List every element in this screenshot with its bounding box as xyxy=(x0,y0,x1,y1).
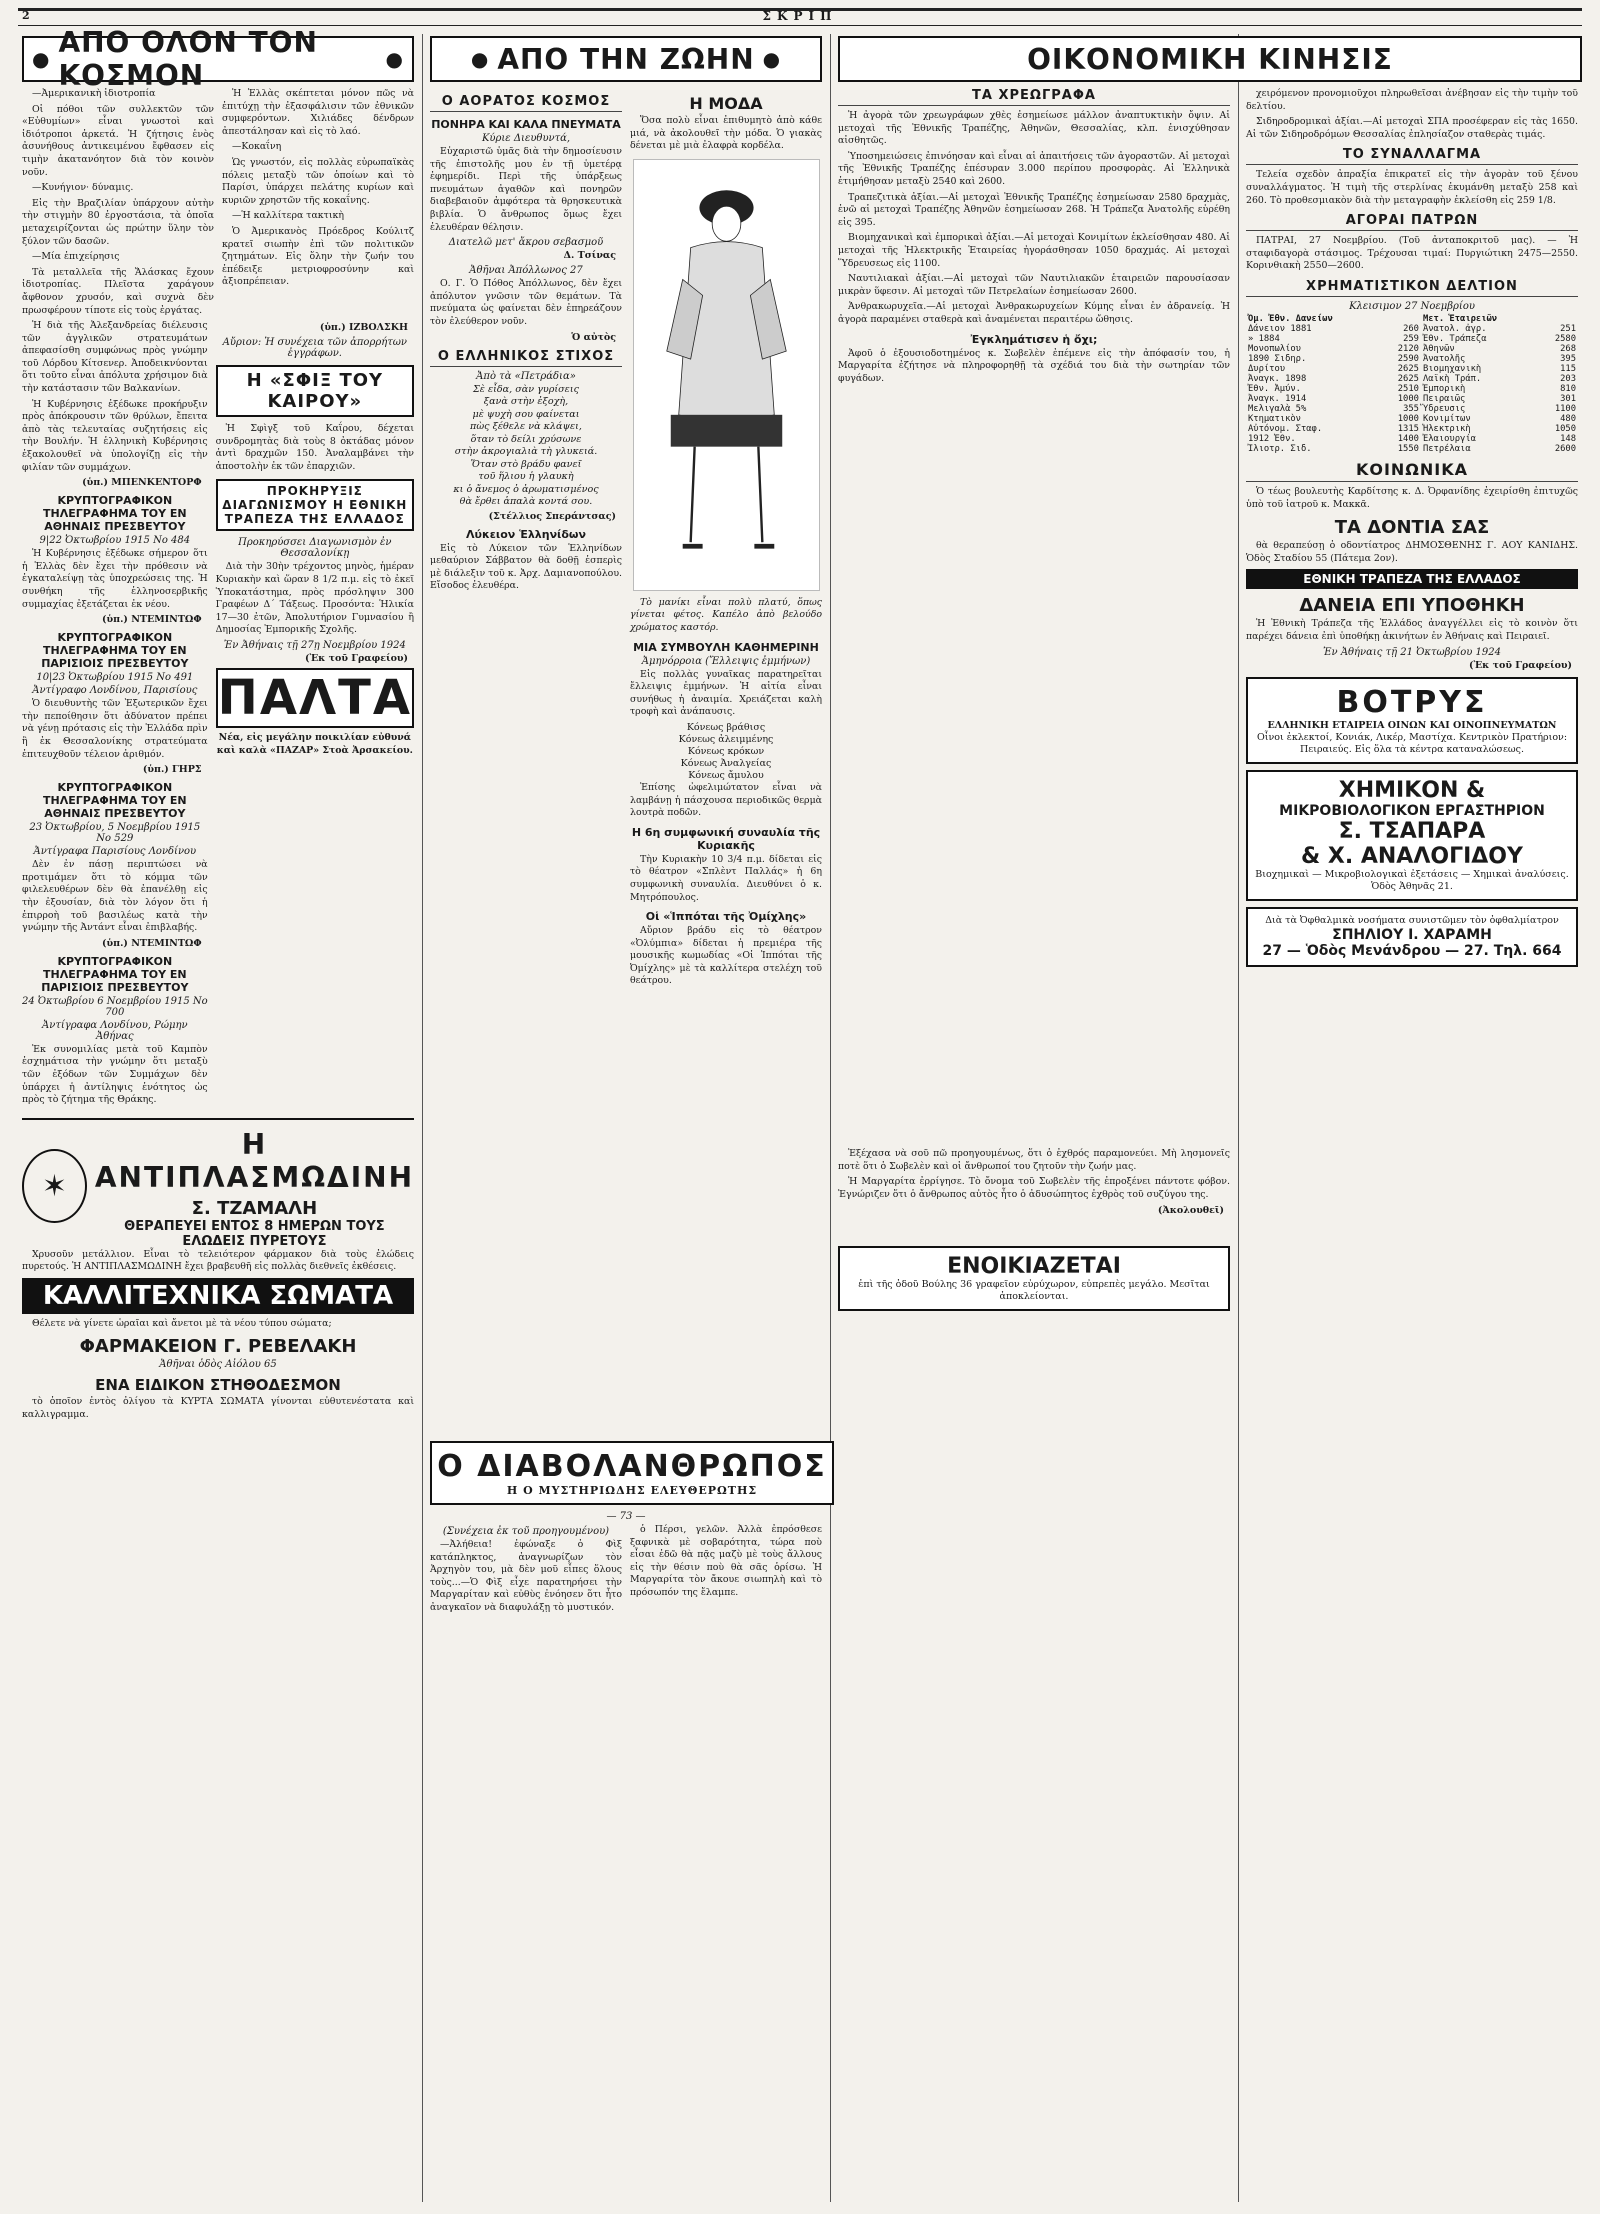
serial-page: — 73 — xyxy=(606,1511,646,1522)
poem-line: πὼς ξέθελε νὰ κλάψει, xyxy=(470,421,582,433)
eklogh-text: Ἀφοῦ ὁ ἐξουσιοδοτημένος κ. Σωβελὲν ἐπέμενε εἰς τὴν ἀπόφασίν του, ἡ Μαργαρίτα ἐζήτησε νὰ πληροφορηθῇ τὰ σχέδιά του διὰ τὴν σωτηρίαν τῶν φυγάδων. xyxy=(838,347,1230,384)
daneia-title: ΔΑΝΕΙΑ ΕΠΙ ΥΠΟΘΗΚΗ xyxy=(1299,595,1525,617)
opera-text: Αὔριον βράδυ εἰς τὸ θέατρον «Ὀλύμπια» δίδεται ἡ πρεμιέρα τῆς μουσικῆς κωμωδίας «Οἱ Ἱππόται τῆς Ὀμίχλης» μὲ τὰ καλλίτερα στελέχη τοῦ θεάτρου. xyxy=(630,925,822,987)
concert-head: Η 6η συμφωνική συναυλία τῆς Κυριακῆς xyxy=(631,825,821,852)
serial-cont: (Συνέχεια ἐκ τοῦ προηγουμένου) xyxy=(442,1526,610,1537)
aoratos-head: Ο ΑΟΡΑΤΟΣ ΚΟΣΜΟΣ xyxy=(430,94,622,112)
serial-header xyxy=(430,1441,834,1505)
xhmikon-l1: ΧΗΜΙΚΟΝ & xyxy=(1338,777,1486,803)
telegram-sub: Ἀντίγραφο Λονδίνου, Παρισίους xyxy=(32,685,198,697)
moda-sub: ΜΙΑ ΣΥΜΒΟΥΛΗ ΚΑΘΗΜΕΡΙΝΗ xyxy=(633,640,819,654)
page-number: 2 xyxy=(22,9,30,22)
table-row xyxy=(1246,424,1578,434)
table-cell: 1912 Ἐθν. xyxy=(1248,433,1296,444)
koinonika-head: ΚΟΙΝΩΝΙΚΑ xyxy=(1246,460,1578,482)
table-cell: Δάνειον 1881 xyxy=(1248,323,1312,334)
poem-sig: (Στέλλιος Σπεράντσας) xyxy=(488,510,616,522)
poem xyxy=(430,384,622,509)
table-cell: Κτηματικὸν xyxy=(1248,413,1301,424)
sfiks-ad-text: Ἡ Σφὶγξ τοῦ Καΐρου, δέχεται συνδρομητὰς διὰ τοὺς 8 ὀκτάδας μόνον ἀντὶ δραχμῶν 150. Ἀναλαμβάνει τὴν ἀποστολὴν ἐκ τῶν ἐπαρχιῶν. xyxy=(215,423,414,472)
table-cell: Κονιμίτων xyxy=(1422,413,1471,424)
ophth-ad xyxy=(1246,907,1578,967)
table-head-left: Ὀμ. Ἐθν. Δανείων xyxy=(1248,313,1333,324)
poem-line: Ὅταν στὸ βράδυ φανεῖ xyxy=(470,458,582,470)
table-cell: 1000 xyxy=(1397,413,1419,424)
table-cell: 1890 Σιδηρ. xyxy=(1248,353,1307,364)
poem-head: Ο ΕΛΛΗΝΙΚΟΣ ΣΤΙΧΟΣ xyxy=(430,349,622,367)
xreografa-text: Ἡ ἀγορὰ τῶν χρεωγράφων χθὲς ἐσημείωσε μάλλον ἀναπτυκτικὴν ὄψιν. Αἱ μετοχαὶ τῆς Ἐθνικῆς Τραπέζης, Ἀθηνῶν, Θεσσαλίας, κλπ. ἐνισχύθησαν αἰσθητῶς. xyxy=(838,110,1230,147)
rent-ad xyxy=(838,1246,1230,1311)
reply-sig: Ὁ αὐτὸς xyxy=(571,331,616,343)
synallagma-text: Τελεία σχεδὸν ἀπραξία ἐπικρατεῖ εἰς τὴν ἀγορὰν τοῦ ξένου συναλλάγματος. Ἡ τιμὴ τῆς στερλίνας ἐκυμάνθη μεταξὺ 258 καὶ 260. Τὸ προθεσμιακὸν διὰ τὴν μεταγραφὴν ἐκλείσθη εἰς 259 1/8. xyxy=(1246,169,1578,206)
table-cell: Ἐμπορικὴ xyxy=(1422,383,1466,394)
fashion-illustration xyxy=(633,159,820,591)
poem-line: ξανὰ στὴν ἐξοχὴ, xyxy=(483,396,569,408)
table-cell: 1550 xyxy=(1397,443,1419,454)
bullet-icon: ● xyxy=(385,47,404,71)
agora-head: ΑΓΟΡΑΙ ΠΑΤΡΩΝ xyxy=(1246,213,1578,231)
somata-ad-title: ΚΑΛΛΙΤΕΧΝΙΚΑ ΣΩΜΑΤΑ xyxy=(22,1278,414,1314)
table-row xyxy=(1246,404,1578,414)
table-cell: 1050 xyxy=(1554,423,1576,434)
daneia-from: (Ἐκ τοῦ Γραφείου) xyxy=(1468,659,1572,671)
table-cell: Βιομηχανικὴ xyxy=(1422,363,1482,374)
bank-contest-from: (Ἐκ τοῦ Γραφείου) xyxy=(304,653,408,665)
aoratos-text: Εὐχαριστῶ ὑμᾶς διὰ τὴν δημοσίευσιν τῆς ἐπιστολῆς μου ἐν τῇ ὑμετέρᾳ ἐφημερίδι. Περὶ τῆς ὑπάρξεως πνευμάτων ἀγαθῶν καὶ πονηρῶν διαβεβαιοῦν ἀμφότερα τὰ θρησκευτικὰ βιβλία. Ὁ ἄνθρωπος ὅμως ἔχει ἐλευθέραν θέλησιν. xyxy=(430,146,622,233)
finance-text: χειρόμενον προνομιοῦχοι πληρωθεῖσαι ἀνέβησαν εἰς τὴν τιμὴν τοῦ δελτίου. xyxy=(1246,88,1578,112)
table-cell: 260 xyxy=(1403,323,1419,334)
xreografa-text: Ναυτιλιακαὶ ἀξίαι.—Αἱ μετοχαὶ τῶν Ναυτιλιακῶν ἑταιρειῶν παρουσίασαν μικρὰν ὕφεσιν. Αἱ μετοχαὶ τῶν Πετρελαίων ἐσημείωσαν 2600. xyxy=(838,273,1230,297)
table-row xyxy=(1246,374,1578,384)
koinonika-text: Ὁ τέως βουλευτὴς Καρδίτσης κ. Δ. Ὀρφανίδης ἐχειρίσθη ἐπιτυχῶς ὑπὸ τοῦ ἰατροῦ κ. Μακκᾶ. xyxy=(1246,485,1578,510)
signature: (ὑπ.) ΝΤΕΜΙΝΤΩΦ xyxy=(102,937,202,949)
column-rule xyxy=(422,34,423,2202)
page-header-rule xyxy=(18,8,1582,26)
daneia-date: Ἐν Ἀθήναις τῇ 21 Ὀκτωβρίου 1924 xyxy=(1323,646,1501,658)
concert-text: Τὴν Κυριακὴν 10 3/4 π.μ. δίδεται εἰς τὸ θέατρον «Σπλὲντ Παλλάς» ἡ 6η συμφωνικὴ συναυλία. Διευθύνει ὁ κ. Μητρόπουλος. xyxy=(630,853,822,903)
botrys-text: Οἶνοι ἐκλεκτοί, Κονιάκ, Λικέρ, Μαστίχα. Κεντρικὸν Πρατήριον: Πειραιεύς. Εἰς ὅλα τὰ κέντρα καταναλώσεως. xyxy=(1256,731,1568,755)
article-text: Ἡ διὰ τῆς Ἀλεξανδρείας διέλευσις τῶν ἀγγλικῶν στρατευμάτων ἀπεφασίσθη συμφώνως πρὸς γνώμην τοῦ Λόρδου Κίτσενερ. Ἀποδεικνύονται ὅτι τοῦτο εἶναι ἀπόλυτα χρήσιμον διὰ τὴν κατάστασιν τῶν Βαλκανίων. xyxy=(22,320,208,395)
table-cell: Ἀνατολ. ἀγρ. xyxy=(1422,323,1487,334)
table-cell: 2625 xyxy=(1397,373,1419,384)
table-row xyxy=(1246,354,1578,364)
rent-title: ΕΝΟΙΚΙΑΖΕΤΑΙ xyxy=(947,1253,1121,1279)
table-cell: 1315 xyxy=(1397,423,1419,434)
table-cell: 480 xyxy=(1560,413,1576,424)
article-head: —Κυνήγιον· δύναμις. xyxy=(32,182,134,194)
table-row xyxy=(1246,384,1578,394)
ophth-addr: 27 — Ὁδὸς Μενάνδρου — 27. Τηλ. 664 xyxy=(1262,942,1562,959)
table-cell: 251 xyxy=(1560,323,1576,334)
table-cell: Μελιγαλὰ 5% xyxy=(1248,403,1307,414)
daneia-text: Ἡ Ἐθνικὴ Τράπεζα τῆς Ἑλλάδος ἀναγγέλλει εἰς τὸ κοινὸν ὅτι παρέχει δάνεια ἐπὶ ὑποθήκῃ ἀκινήτων ἐν Ἀθήναις καὶ Πειραιεῖ. xyxy=(1246,618,1578,642)
table-row xyxy=(1246,334,1578,344)
table-cell: Ἐθν. Τράπεζα xyxy=(1422,333,1487,344)
telegram-head: ΚΡΥΠΤΟΓΡΑΦΙΚΟΝ ΤΗΛΕΓΡΑΦΗΜΑ ΤΟΥ ΕΝ ΠΑΡΙΣΙΟΙΣ ΠΡΕΣΒΕΥΤΟΥ xyxy=(41,631,189,671)
article-text: Ὡς γνωστόν, εἰς πολλὰς εὐρωπαϊκὰς πόλεις μεταξὺ τῶν ὁποίων καὶ τὸ Παρίσι, ὑπάρχει πελάτης κυρίων καὶ κυριῶν χρηστῶν τῆς κοκαΐνης. xyxy=(222,156,414,206)
lyceum-head: Λύκειον Ἑλληνίδων xyxy=(466,527,586,541)
article-text: Δὲν ἐν πάσῃ περιπτώσει νὰ προτιμάμεν ὅτι τὸ κόμμα τῶν φιλελευθέρων δὲν θὰ ἐπανέλθῃ εἰς τὴν ἐξουσίαν, διὰ τὸν λόγον ὅτι ἡ ἐπιρροὴ τοῦ βασιλέως κατὰ τὴν γνώμην τῆς Ἀντάντ εἶναι ἐπιβλαβής. xyxy=(22,859,208,934)
article-text: Τὰ μεταλλεῖα τῆς Ἄλάσκας ἔχουν ἰδιοτροπίας. Πλεῖστα χαράγουν ἄφθονον χρυσόν, καὶ συχνὰ δὲν πρωσφέρουν τίποτε εἰς τοὺς ἐργάτας. xyxy=(22,266,214,316)
article-text: Ὁ Ἀμερικανὸς Πρόεδρος Κούλιτζ κρατεῖ σιωπὴν ἐπὶ τῶν πολιτικῶν ζητημάτων. Εἰς ὅλην τὴν ζωήν του ἐπέδειξε μετριοφροσύνην καὶ ἀξιοπρέπειαν. xyxy=(222,225,414,288)
serial-next: (Ἀκολουθεῖ) xyxy=(1157,1204,1224,1216)
somata-ad-text: Θέλετε νὰ γίνετε ὡραῖαι καὶ ἄνετοι μὲ τὰ νέου τύπου σώματα; xyxy=(32,1317,332,1329)
section-banner-life: ● ΑΠΟ ΤΗΝ ΖΩΗΝ ● xyxy=(430,36,822,82)
stithodesmon-title: ΕΝΑ ΕΙΔΙΚΟΝ ΣΤΗΘΟΔΕΣΜΟΝ xyxy=(95,1376,341,1395)
aoratos-salute: Κύριε Διευθυντά, xyxy=(481,133,571,144)
poem-title: Ἀπὸ τὰ «Πετράδια» xyxy=(476,370,576,382)
bank-contest-sub: Προκηρύσσει Διαγωνισμὸν ἐν Θεσσαλονίκῃ xyxy=(238,537,392,560)
table-cell: Ἐθν. Ἀμύν. xyxy=(1248,383,1301,394)
table-cell: 148 xyxy=(1560,433,1576,444)
stithodesmon-text: τὸ ὁποῖον ἐντὸς ὀλίγου τὰ ΚΥΡΤΑ ΣΩΜΑΤΑ γίνονται εὐθυτενέστατα καὶ καλλιγραμμα. xyxy=(22,1396,414,1421)
dontia-head: ΤΑ ΔΟΝΤΙΑ ΣΑΣ xyxy=(1334,517,1490,539)
column-rule xyxy=(1238,34,1239,2202)
table-row xyxy=(1246,444,1578,454)
antiplasm-title: Η ΑΝΤΙΠΛΑΣΜΩΔΙΝΗ xyxy=(94,1127,415,1194)
dontia-text: θὰ θεραπεύσῃ ὁ οδοντίατρος ΔΗΜΟΣΘΕΝΗΣ Γ. ΑΟΥ ΚΑΝΙΔΗΣ. Ὁδὸς Σταδίου 55 (Πάτεμα 2ον). xyxy=(1246,540,1578,564)
table-cell: 301 xyxy=(1560,393,1576,404)
table-cell: 268 xyxy=(1560,343,1576,354)
serial-text: Ἐξέχασα νὰ σοῦ πῶ προηγουμένως, ὅτι ὁ ἐχθρός παραμονεύει. Μὴ λησμονεῖς ποτὲ ὅτι ὁ Σωβελὲν καὶ οἱ ἄνθρωποί του ζητοῦν τὴν ζωήν μας. xyxy=(838,1148,1230,1172)
article-text: Οἱ πόθοι τῶν συλλεκτῶν τῶν «Εὐθυμίων» εἶναι γνωστοὶ καὶ ἰδιότροποι ἀρκετά. Ἡ ζήτησις ἑνὸς ἀσυνήθους ἀντικειμένου ἔφθασεν εἰς τιμὴν ἀκατανόητον διὰ τὸν κοινὸν νοῦν. xyxy=(22,103,214,178)
daneia-bank: ΕΘΝΙΚΗ ΤΡΑΠΕΖΑ ΤΗΣ ΕΛΛΑΔΟΣ xyxy=(1246,569,1578,589)
table-cell: 2600 xyxy=(1554,443,1576,454)
pharmacy-addr: Ἀθῆναι ὁδὸς Αἰόλου 65 xyxy=(159,1359,277,1371)
table-cell: Αὐτόνομ. Σταφ. xyxy=(1248,423,1323,434)
signature: (ὑπ.) ΙΖΒΟΛΣΚΗ xyxy=(319,322,408,334)
table-cell: Πειραιῶς xyxy=(1422,393,1466,404)
table-cell: 395 xyxy=(1560,353,1576,364)
article-head: —Ἡ καλλίτερα τακτικὴ xyxy=(232,210,344,222)
table-row xyxy=(1246,394,1578,404)
table-row xyxy=(1246,434,1578,444)
table-cell: Ἀνατολῆς xyxy=(1422,353,1466,364)
serial-text: Ἡ Μαργαρίτα ἐρρίγησε. Τὸ ὄνομα τοῦ Σωβελὲν τῆς ἐπροξένει πάντοτε φόβον. Ἐγνώριζεν ὅτι ὁ ἄνθρωπος αὐτὸς ἦτο ὁ ἀδυσώπητος ἐχθρὸς τοῦ συζύγου της. xyxy=(838,1176,1230,1201)
telegram-date: 10|23 Ὀκτωβρίου 1915 Νο 491 xyxy=(36,672,194,684)
signature: (ὑπ.) ΝΤΕΜΙΝΤΩΦ xyxy=(102,614,202,626)
table-cell: 2510 xyxy=(1397,383,1419,394)
table-cell: Ἀναγκ. 1914 xyxy=(1248,393,1307,404)
table-cell: 1400 xyxy=(1397,433,1419,444)
serial-block xyxy=(430,1435,1230,1618)
column-rule xyxy=(830,34,831,2202)
table-cell: Ὕδρευσις xyxy=(1422,403,1466,414)
moda-text: Ὅσα πολὺ εἶναι ἐπιθυμητὸ ἀπὸ κάθε μιά, νὰ ἀκολουθεῖ τὴν μόδα. Ὁ γιακὰς δένεται μὲ μιὰ ἐλαφρὰ κορδέλα. xyxy=(630,115,822,152)
xhmikon-l3: Σ. ΤΣΑΠΑΡΑ xyxy=(1338,818,1486,844)
telegram-date: 24 Ὀκτωβρίου 6 Νοεμβρίου 1915 Νο 700 xyxy=(22,995,208,1018)
table-cell: Μονοπωλίου xyxy=(1248,343,1301,354)
poem-line: κι ὁ ἄνεμος ὁ ἀρωματισμένος xyxy=(453,483,599,495)
diet-item: Κόνεως ἄμυλου xyxy=(688,769,764,781)
table-cell: Ἐλαιουργία xyxy=(1422,433,1476,444)
article-head: —Ἀμερικανικὴ ἰδιοτροπία xyxy=(32,88,156,99)
table-cell: 1000 xyxy=(1397,393,1419,404)
bullet-icon: ● xyxy=(762,47,782,71)
table-cell: Ἀναγκ. 1898 xyxy=(1248,373,1307,384)
table-cell: 115 xyxy=(1560,363,1576,374)
opera-head: Οἱ «Ἱππόται τῆς Ὀμίχλης» xyxy=(645,910,807,924)
serial-subtitle: Η Ο ΜΥΣΤΗΡΙΩΔΗΣ ΕΛΕΥΘΕΡΩΤΗΣ xyxy=(506,1484,758,1497)
ophth-text: Διὰ τὰ Ὀφθαλμικὰ νοσήματα συνιστῶμεν τὸν ὀφθαλμίατρον xyxy=(1265,914,1559,926)
article-text: Ἡ Κυβέρνησις ἐξέδωκε σήμερον ὅτι ἡ Ἑλλὰς δὲν ἔχει τὴν πρόθεσιν νὰ ἐγκαταλείψῃ τὰς ὑποχρεώσεις της. Ἡ συνθήκη τῆς ἑλληνοσερβικῆς συμμαχίας ἐξετάζεται ἐκ νέου. xyxy=(22,548,208,610)
poem-line: Σὲ εἶδα, σὰν γυρίσεις xyxy=(473,383,579,395)
poem-line: ὅταν τὸ δείλι χρύσωνε xyxy=(470,433,582,445)
telegram-date: 23 Ὀκτωβρίου, 5 Νοεμβρίου 1915 Νο 529 xyxy=(29,822,201,845)
table-cell: 259 xyxy=(1403,333,1419,344)
moda-sub-text2: Ἐπίσης ὠφελιμώτατον εἶναι νὰ λαμβάνῃ ἡ πάσχουσα περιοδικῶς θερμὰ λουτρὰ ποδῶν. xyxy=(630,781,822,819)
ophth-name: ΣΠΗΛΙΟΥ Ι. ΧΑΡΑΜΗ xyxy=(1332,926,1492,943)
diet-item: Κόνεως Ἀναλγείας xyxy=(680,757,772,769)
telegram-sub: Ἀντίγραφα Παρισίους Λονδίνου xyxy=(33,846,197,858)
article-text: Εἰς τὴν Βραζιλίαν ὑπάρχουν αὐτὴν τὴν στιγμὴν 80 ἐργοστάσια, τὰ ὁποῖα μεταχειρίζονται ὡς πρώτην ὕλην τὸν ξύλον τῶν δασῶν. xyxy=(22,197,214,247)
moda-sub-text: Εἰς πολλὰς γυναῖκας παρατηρεῖται ἔλλειψις ἐμμήνων. Ἡ αἰτία εἶναι συνήθως ἡ ἀναιμία. Χρειάζεται καλὴ τροφὴ καὶ ἀνάπαυσις. xyxy=(630,668,822,718)
moda-caption: Τὸ μανίκι εἶναι πολὺ πλατύ, ὅπως γίνεται φέτος. Καπέλο ἀπὸ βελούδο χρώματος καστόρ. xyxy=(630,596,822,633)
palta-ad-text: Νέα, εἰς μεγάλην ποικιλίαν εὐθυνά καὶ καλὰ «ΠΑΖΑΡ» Στοὰ Ἀρσακείου. xyxy=(216,732,413,756)
pharmacy-name: ΦΑΡΜΑΚΕΙΟΝ Γ. ΡΕΒΕΛΑΚΗ xyxy=(79,1336,357,1358)
diet-item: Κόνεως βράθισς xyxy=(686,721,766,733)
aoratos-addr: Ἀθῆναι Ἀπόλλωνος 27 xyxy=(469,265,583,277)
telegram-sub: Ἀντίγραφα Λονδίνου, Ρώμην Ἀθήνας xyxy=(42,1019,188,1042)
article-head: —Μία ἐπιχείρησις xyxy=(32,251,120,263)
masthead: ΣΚΡΙΠ xyxy=(762,9,838,23)
table-cell: Ἰλιοτρ. Σιδ. xyxy=(1248,443,1312,454)
xhmikon-text: Βιοχημικαὶ — Μικροβιολογικαὶ ἐξετάσεις — Χημικαὶ ἀναλύσεις. Ὁδὸς Ἀθηνᾶς 21. xyxy=(1255,868,1569,892)
aoratos-sig-pre: Διατελῶ μετ' ἄκρου σεβασμοῦ xyxy=(448,237,604,249)
signature: (ὑπ.) ΜΠΕΝΚΕΝΤΟΡΦ xyxy=(82,477,202,489)
seal-icon: ✶ xyxy=(22,1149,87,1223)
price-table xyxy=(1246,314,1578,454)
column-life xyxy=(430,36,822,991)
poem-line: μὲ ψυχὴ σου φαίνεται xyxy=(472,408,580,420)
lyceum-text: Εἰς τὸ Λύκειον τῶν Ἑλληνίδων μεθαύριον Σάββατον θὰ δοθῇ ἑσπερὶς μὲ διάλεξιν τοῦ κ. Ἀρχ. Δαμιανοπούλου. Εἴσοδος ἐλευθέρα. xyxy=(430,542,622,592)
xhmikon-l4: & Χ. ΑΝΑΛΟΓΙΔΟΥ xyxy=(1301,843,1523,869)
poem-line: θὰ ἔρθει ἁπαλὰ κοντά σου. xyxy=(459,496,593,508)
xreografa-text: Ὑποσημειώσεις ἐπινόησαν καὶ εἶναι αἱ ἀπαιτήσεις τῶν ἀγοραστῶν. Αἱ μετοχαὶ τῆς Ἐθνικῆς Τραπέζης ἐπέσυραν 3.000 περίπου προσφορὰς. Αἱ Ἐλληνικὰ ἐτιμήθησαν μεταξὺ 2540 καὶ 2600. xyxy=(838,150,1230,187)
table-head-right: Μετ. Ἑταιρειῶν xyxy=(1422,313,1498,324)
table-cell: Ἀθηνῶν xyxy=(1422,343,1455,354)
agora-text: ΠΑΤΡΑΙ, 27 Νοεμβρίου. (Τοῦ ἀνταποκριτοῦ μας). — Ἡ σταφιδαγορὰ στάσιμος. Τρέχουσαι τιμαί: Πυργιώτικη 2475—2550. Κορινθιακὴ 2550—2600. xyxy=(1246,235,1578,272)
botrys-line: ΕΛΛΗΝΙΚΗ ΕΤΑΙΡΕΙΑ ΟΙΝΩΝ ΚΑΙ ΟΙΝΟΠΝΕΥΜΑΤΩΝ xyxy=(1267,719,1557,731)
bank-contest-text: Διὰ τὴν 30ὴν τρέχοντος μηνὸς, ἡμέραν Κυριακὴν καὶ ὥραν 8 1/2 π.μ. εἰς τὸ ἐκεῖ Ὑποκατάστημα, πρὸς πρόσληψιν 300 Γραφέων Δ΄ Τάξεως. Προσόντα: Ἡλικία 17—30 ἐτῶν, Ἀπολυτήριον Γυμνασίου ἢ Δημοσίας Ἐμπορικῆς Σχολῆς. xyxy=(215,561,414,636)
xreografa-head: ΤΑ ΧΡΕΩΓΡΑΦΑ xyxy=(838,88,1230,106)
diet-item: Κόνεως ἀλειμμένης xyxy=(678,733,774,745)
signature: (ὑπ.) ΓΗΡΣ xyxy=(142,764,202,776)
serial-text: ὁ Πέρσι, γελῶν. Ἀλλὰ ἐπρόσθεσε ξαφνικὰ μὲ σοβαρότητα, τώρα ποὺ εἶσαι ἐδῶ θὰ πᾷς μαζὺ μὲ τοὺς ἄλλους εἰς τὴν θέσιν ποὺ θὰ σᾶς ὁρίσω. Ἡ Μαργαρίτα τὸν ἄκουε σιωπηλὴ καὶ τὸ πρόσωπόν της ἔλαμπε. xyxy=(630,1524,822,1598)
xhmikon-l2: ΜΙΚΡΟΒΙΟΛΟΓΙΚΟΝ ΕΡΓΑΣΤΗΡΙΟΝ xyxy=(1279,802,1545,819)
moda-sub2: Ἀμηνόρροια (Ἔλλειψις ἐμμήνων) xyxy=(641,655,811,667)
xreografa-text: Ἀνθρακωρυχεῖα.—Αἱ μετοχαὶ Ἀνθρακωρυχείων Κύμης εἶναι ἐν ἀδρανείᾳ. Ἡ ἀγορὰ παραμένει σταθερὰ καὶ ἀναμένεται περαιτέρω ὤθησις. xyxy=(838,301,1230,325)
eklogh-head: Ἐγκλημάτισεν ἡ ὄχι; xyxy=(970,332,1098,346)
table-cell: 2590 xyxy=(1397,353,1419,364)
bank-contest-title: ΠΡΟΚΗΡΥΞΙΣ ΔΙΑΓΩΝΙΣΜΟΥ Η ΕΘΝΙΚΗ ΤΡΑΠΕΖΑ ΤΗΣ ΕΛΛΑΔΟΣ xyxy=(216,479,414,531)
table-cell: Ἡλεκτρικὴ xyxy=(1422,423,1471,434)
table-row xyxy=(1246,344,1578,354)
poem-line: στὴν ἀκρογιαλιὰ τὴ γλυκειά. xyxy=(454,446,598,458)
botrys-title: ΒΟΤΡΥΣ xyxy=(1336,684,1488,720)
telegram-head: ΚΡΥΠΤΟΓΡΑΦΙΚΟΝ ΤΗΛΕΓΡΑΦΗΜΑ ΤΟΥ ΕΝ ΠΑΡΙΣΙΟΙΣ ΠΡΕΣΒΕΥΤΟΥ xyxy=(41,954,189,994)
section-banner-economy: ΟΙΚΟΝΟΜΙΚΗ ΚΙΝΗΣΙΣ xyxy=(838,36,1582,82)
palta-ad-title: ΠΑΛΤΑ xyxy=(217,670,412,727)
table-cell: Λαϊκὴ Τράπ. xyxy=(1422,373,1482,384)
serial-title: Ο ΔΙΑΒΟΛΑΝΘΡΩΠΟΣ xyxy=(437,1449,827,1484)
column-world xyxy=(22,26,415,1425)
continuation-note: Αὔριον: Ἡ συνέχεια τῶν ἀπορρήτων ἐγγράφων. xyxy=(222,337,407,360)
bullet-icon: ● xyxy=(470,47,490,71)
serial-text: —Ἀλήθεια! ἐφώναξε ὁ Φὶξ κατάπληκτος, ἀναγνωρίζων τὸν Ἀρχηγὸν του, μὰ δὲν μοῦ εἶπες ὅλους τοὺς...—Ὁ Φὶξ εἶχε παρατηρήσει τὴν Μαργαρίταν καὶ εὐθὺς ἐνόησεν ὅτι ἦτο ἀναγκαῖον νὰ διαφυλάξῃ τὸ μυστικόν. xyxy=(430,1539,622,1613)
table-cell: Δυρίτου xyxy=(1248,363,1286,374)
synallagma-head: ΤΟ ΣΥΝΑΛΛΑΓΜΑ xyxy=(1246,147,1578,165)
table-row xyxy=(1246,324,1578,334)
table-cell: 2580 xyxy=(1554,333,1576,344)
xhmikon-ad xyxy=(1246,770,1578,901)
telegram-head: ΚΡΥΠΤΟΓΡΑΦΙΚΟΝ ΤΗΛΕΓΡΑΦΗΜΑ ΤΟΥ ΕΝ ΑΘΗΝΑΙΣ ΠΡΕΣΒΕΥΤΟΥ xyxy=(43,494,187,534)
antiplasm-line2: ΕΛΩΔΕΙΣ ΠΥΡΕΤΟΥΣ xyxy=(182,1233,327,1249)
antiplasm-author: Σ. ΤΖΑΜΑΛΗ xyxy=(191,1197,318,1219)
deltio-head: ΧΡΗΜΑΤΙΣΤΙΚΟΝ ΔΕΛΤΙΟΝ xyxy=(1246,279,1578,297)
finance-text: Σιδηροδρομικαὶ ἀξίαι.—Αἱ μετοχαὶ ΣΠΑ προσέφεραν εἰς τὰς 1650. Αἱ τῶν Σιδηροδρόμων Θεσσαλίας ἐπλησίαζον σταθερὰς τιμάς. xyxy=(1246,116,1578,140)
article-text: Ὁ διευθυντὴς τῶν Ἐξωτερικῶν ἔχει τὴν πεποίθησιν ὅτι ἀδύνατον πρέπει νὰ γένῃ πρότασις εἰς τὴν Ἑλλάδα πρὶν ἢ ἐκ Θεσσαλονίκης στρατεύματα ἐπιτευχθοῦν τέλειον ἀριθμόν. xyxy=(22,698,208,760)
table-row xyxy=(1246,414,1578,424)
table-row xyxy=(1246,364,1578,374)
reply-text: Ο. Γ. Ὁ Πόθος Ἀπόλλωνος, δὲν ἔχει ἀπόλυτον γνῶσιν τῶν θεμάτων. Τὰ πνεύματα ὡς φαίνεται δὲν ἐπηρεάζουν τὸν ἐλεύθερον νοῦν. xyxy=(430,278,622,327)
table-cell: » 1884 xyxy=(1248,333,1280,344)
antiplasm-ad xyxy=(22,1118,414,1274)
poem-line: τοῦ ἥλιου ἡ γλαυκὴ xyxy=(478,471,574,483)
table-cell: Πετρέλαια xyxy=(1422,443,1471,454)
article-text: Ἐκ συνομιλίας μετὰ τοῦ Καμπὸν ἐσχημάτισα τὴν γνώμην ὅτι μεταξὺ τῶν ἐξόδων τῶν Συμμάχων δὲν ὑπάρχει ἡ ἀντίληψις ἑνότητος ὡς πρὸς τὸ ζήτημα τῆς Θράκης. xyxy=(22,1043,208,1106)
table-cell: 203 xyxy=(1560,373,1576,384)
diet-item: Κόνεως κρόκων xyxy=(687,745,765,757)
aoratos-sig: Δ. Τσίνας xyxy=(563,250,616,262)
botrys-ad xyxy=(1246,677,1578,764)
diet-list xyxy=(630,722,822,782)
table-cell: 2120 xyxy=(1397,343,1419,354)
aoratos-title: ΠΟΝΗΡΑ ΚΑΙ ΚΑΛΑ ΠΝΕΥΜΑΤΑ xyxy=(431,118,621,131)
xreografa-text: Τραπεζιτικὰ ἀξίαι.—Αἱ μετοχαὶ Ἐθνικῆς Τραπέζης ἐσημείωσαν 2580 δραχμὰς, ἐνῶ αἱ μετοχαὶ Τραπέζης Ἀθηνῶν ἐσημείωσαν 268. Ἡ Τράπεζα Ἀνατολῆς εὑρέθη εἰς 395. xyxy=(838,191,1230,228)
bullet-icon: ● xyxy=(32,47,51,71)
antiplasm-line1: ΘΕΡΑΠΕΥΕΙ ΕΝΤΟΣ 8 ΗΜΕΡΩΝ ΤΟΥΣ xyxy=(124,1218,385,1234)
column-finance xyxy=(1246,88,1578,973)
deltio-sub: Κλεισιμον 27 Νοεμβρίου xyxy=(1349,300,1475,312)
telegram-date: 9|22 Ὀκτωβρίου 1915 Νο 484 xyxy=(39,535,191,547)
article-text: Ἡ Ἑλλὰς σκέπτεται μόνον πῶς νὰ ἐπιτύχῃ τὴν ἐξασφάλισιν τῶν ἐθνικῶν συμφερόντων. Χιλιάδες δένδρων ἀπεστάλησαν καὶ εἰς τὸ λαό. xyxy=(222,88,414,137)
table-cell: 810 xyxy=(1560,383,1576,394)
section-banner-world: ● ΑΠΟ ΟΛΟΝ ΤΟΝ ΚΟΣΜΟΝ ● xyxy=(22,36,414,82)
table-cell: 355 xyxy=(1403,403,1419,414)
moda-title: Η ΜΟΔΑ xyxy=(689,94,763,113)
bank-contest-date: Ἐν Ἀθήναις τῇ 27ῃ Νοεμβρίου 1924 xyxy=(223,640,406,652)
antiplasm-text: Χρυσοῦν μετάλλιον. Εἶναι τὸ τελειότερον φάρμακον διὰ τοὺς ἑλώδεις πυρετούς. Ἡ ΑΝΤΙΠΛΑΣΜΩΔΙΝΗ ἔχει βραβευθῆ εἰς πολλὰς διεθνεῖς ἐκθέσεις. xyxy=(22,1248,414,1273)
sfiks-ad-title: Η «ΣΦΙΞ ΤΟΥ ΚΑΙΡΟΥ» xyxy=(216,365,414,417)
telegram-head: ΚΡΥΠΤΟΓΡΑΦΙΚΟΝ ΤΗΛΕΓΡΑΦΗΜΑ ΤΟΥ ΕΝ ΑΘΗΝΑΙΣ ΠΡΕΣΒΕΥΤΟΥ xyxy=(43,781,187,821)
rent-text: ἐπὶ τῆς ὁδοῦ Βούλης 36 γραφεῖον εὐρύχωρον, εὐπρεπὲς μεγάλο. Μεσῖται ἀποκλείονται. xyxy=(858,1278,1210,1302)
article-text: Ἡ Κυβέρνησις ἐξέδωκε προκήρυξιν πρὸς ἀπόκρουσιν τῶν θρύλων, ἔπειτα ἀπὸ τὰς τελευταίας συζητήσεις εἰς τὴν Βουλήν. Ἡ ἑλληνικὴ Κυβέρνησις ἐξακολουθεῖ νὰ ὑπολογίζῃ εἰς τὴν φιλίαν τῶν συμμάχων. xyxy=(22,398,208,473)
xreografa-text: Βιομηχανικαὶ καὶ ἐμπορικαὶ ἀξίαι.—Αἱ μετοχαὶ Κονιμίτων ἐκλείσθησαν 480. Αἱ μετοχαὶ τῆς Ἡλεκτρικῆς Ἑταιρείας ἠγοράσθησαν 1050 δραχμάς. Αἱ μετοχαὶ Ὕδρευσεως εἰς 1100. xyxy=(838,232,1230,269)
table-cell: 1100 xyxy=(1554,403,1576,414)
table-cell: 2625 xyxy=(1397,363,1419,374)
article-head: —Κοκαΐνη xyxy=(232,141,282,153)
